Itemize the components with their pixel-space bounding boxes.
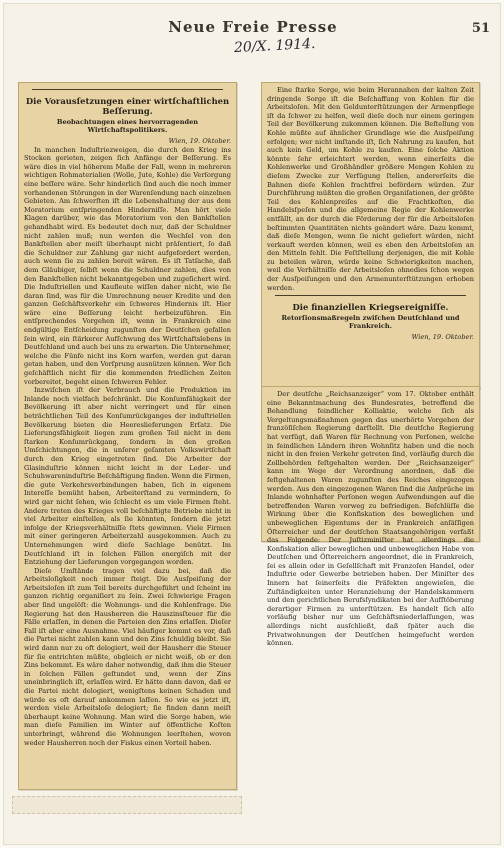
newspaper-page [3, 3, 501, 845]
paragraph: Inzwiſchen iſt der Verbrauch und die Produktion im Inlande noch vielfach beſchränkt. Die Konſumfähigkeit der Bevölkerung iſt aber nicht verringert und für einen beträchtlichen Teil des Konſumrückganges der induſtriellen Bevölkerung bieten die Heereslieferungen Erſatz. Die Lieferungsfähigkeit liegen zum großen Teil nicht in dem ſtarken Konſumrückgang, ſondern in den großen Umſchichtungen, die in unſerer geſamten Volkswirtſchaft durch den Krieg eingetreten ſind. Die Arbeiter der Glasinduſtrie können nicht leicht in der Leder- und Schuhwareninduſtrie Beſchäftigung finden. Wenn die Firmen, die gute Verkehrsverbindungen haben, ſich in eigenem Intereſſe bemüht haben, Arbeiterſtand zu vermindern, ſo wird gar nicht ſehen, wie ſchlecht es um viele Firmen ſteht. Andere treten des Krieges voll beſchäftigte Betriebe nicht in viel Arbeiter einſtellen, als ſie könnten, ſondern die jetzt infolge der Kriegsverhältniſſe ſtets gewinnen. Viele Firmen mit einer geringeren Arbeiterzahl ausgekommen. Auch zu Unternehmungen wird dieſe Sachlage benützt. Im Deutſchland iſt in ſolchen Fällen energiſch mit der Entziehung der Lieferungen vorgegangen worden. [24, 386, 231, 567]
clipping-war-finance [261, 386, 480, 648]
article-subtitle: Retorſionsmaßregeln zwiſchen Deutſchland und Frankreich. [281, 314, 460, 331]
divider [32, 89, 223, 90]
paragraph: Eine ſtarke Sorge, wie beim Herannahen der kalten Zeit dringende Sorge iſt die Beſchaffung von Kohlen für die Arbeitsloſen. Mit den Geldunterſtützungen der Armenpflege iſt da ſchwer zu helfen, weil dieſe doch nur einem geringen Teil der Bevölkerung zukommen können. Die Beſtellung von Kohle müßte auf ähnlicher Grundlage wie die Ausſpeiſung erfolgen; wer nicht imſtande iſt, ſich Nahrung zu kaufen, hat auch kein Geld, um Kohle zu kaufen. Eine ſolche Aktion könnte ſehr erleichtert werden, wenn einerſeits die Kohlenwerke und Großhändler größere Mengen Kohlen zu dieſem Zwecke zur Verfügung ſtellen, andererſeits die Bahnen dieſe Kohlen frachtfrei befördern würden. Zur Durchführung müßten die großen Organiſationen, der größte Teil des Kohlenpreiſes auf die Frachtkoſten, die Handelsſpeſen und die allgemeine Regie der Kohlenwerke entfällt, an der durch die Förderung der für die Arbeitsloſen beſtimmten Quantitäten nichts geändert wäre. Dazu kommt, daß dieſe Mengen, wenn ſie nicht geliefert würden, nicht verkauft werden können, weil es eben den Arbeitsloſen an den Mitteln fehlt. Die Feſtſtellung derjenigen, die mit Kohle zu beteilen wären, würde keine Schwierigkeiten machen, weil die Verhältniſſe der Arbeitsloſen ohnedies ſchon wegen der Ausſpeiſungen und den Armenunterſtützungen erhoben werden. [267, 86, 474, 292]
article-title: Die Vorausſetzungen einer wirtſchaftlichen Beſſerung. [25, 96, 230, 116]
paragraph: In manchen Induſtriezweigen, die durch den Krieg ins Stocken gerieten, zeigen ſich Anfänge der Beſſerung. Es wäre dies in viel höherem Maße der Fall, wenn in mehreren wichtigen Rohmaterialien (Wolle, Jute, Kohle) die Verſorgung eine beſſere wäre. Sehr hinderlich ſind auch die noch immer vorhandenen Störungen in der Warenſendung nach einzelnen Gebieten. Am ſchwerſten iſt die Lebenshaltung der aus dem Moratorium entſpringenden Hinderniſſe. Man hört viele Klagen darüber, wie das Moratorium von den Bankſtellen gehandhabt wird. Es bedeutet doch nur, daß der Schuldner nicht zahlen muß; nun werden die Wechſel von den Bankſtellen aber meiſt überhaupt nicht präſentiert, ſo daß die Schuldner zur Zahlung gar nicht aufgefordert werden, auch wenn ſie zu zahlen bereit wären. Es iſt Tatſache, daß dem Gläubiger, ſelbſt wenn die Schuldner zahlen, dies von den Bankſtellen nicht bekanntgegeben und zugeſichert wird. Die Induſtriellen und Kaufleute wiſſen daher nicht, wie ſie daran ſind, was für die Umrechnung neuer Kredite und den ganzen Geſchäftsverkehr ein ſchweres Hindernis iſt. Hier wäre eine Beſſerung leicht herbeizuführen. Ein entſprechendes Vorgehen iſt, wenn in Frankreich eine endgültige Entſcheidung zugunſten der Deutſchen gefallen ſein wird, ein ſtärkerer Aufſchwung des Wirtſchaftslebens in Deutſchland und auch bei uns zu erwarten. Die Unternehmer, welche die Fünfe nicht ins Korn warfen, werden gut daran getan haben, und den Vorſprung ausnützen können. Wer ſich geſchäftlich nicht für die kommenden friedlichen Zeiten vorbereitet, begeht einen ſchweren Fehler. [24, 145, 231, 386]
clipping-economic-continued [261, 82, 480, 389]
page-number: 51 [471, 21, 490, 36]
handwritten-date: 20/X. 1914. [233, 35, 316, 57]
masthead: Neue Freie Presse [168, 18, 338, 36]
dateline: Wien, 19. Oktober. [411, 333, 474, 342]
clipping-economic-article [18, 82, 237, 790]
dateline: Wien, 19. Oktober. [168, 137, 231, 145]
divider [275, 295, 466, 296]
article-title: Die finanziellen Kriegsereigniſſe. [292, 302, 449, 313]
article-subtitle: Beobachtungen eines hervorragenden Wirtſchaftspolitikers. [56, 118, 199, 134]
paragraph: Dieſe Umſtände tragen viel dazu bei, daß die Arbeitsloſigkeit noch immer ſteigt. Die Ausſpeiſung der Arbeitsloſen iſt zum Teil bereits durchgeführt und ſcheint im ganzen richtig organiſiert zu ſein. Zwei ſchwierige Fragen aber ſind ungelöſt: die Wohnungs- und die Kohlenfrage. Die Regierung hat den Hausherren die Hauszinsſteuer für die Fälle erlaſſen, in denen die Parteien den Zins erlaſſen. Dieſer Fall iſt aber eine Ausnahme. Viel häufiger kommt es vor, daß die Partei nicht zahlen kann und den Zins ſchuldig bleibt. Sie wird dann nur zu oft delogiert, weil der Hausherr die Steuer für ſie entrichten müßte, obgleich er nicht weiß, ob er den Zins bekommt. Es wäre daher notwendig, daß ihm die Steuer in ſolchen Fällen geſtundet und, wenn der Zins uneinbringlich iſt, erlaſſen wird. Er hätte dann davon, daß er die Partei nicht delogiert, wenigſtens keinen Schaden und würde es oft darauf ankommen laſſen. So wie es jetzt iſt, werden viele Arbeitsloſe delogiert; ſie finden dann meiſt überhaupt keine Wohnung. Man wird die Sorge haben, wie man dieſe Familien im Winter auf öffentliche Koſten unterbringt, während die Wohnungen leerſtehen, wovon weder Hausherren noch der Fiskus einen Vorteil haben. [24, 566, 231, 747]
paragraph: Der deutſche „Reichsanzeiger“ vom 17. Oktober enthält eine Bekanntmachung des Bundesrates, betreffend die Behandlung feindlicher Kolliaktie, welche ſich als Vergeltungsmaßnahmen gegen das unerhörte Vorgehen der franzöſiſchen Regierung darſtellt. Die deutſche Regierung hat verfügt, daß Waren für Rechnung von Perſonen, welche in feindlichen Ländern ihren Wohnſitz haben und die noch nicht in den freien Verkehr getreten ſind, vorläufig durch die Zollbehörden feſtgehalten werden. Der „Reichsanzeiger“ kann im Wege der Verordnung anordnen, daß die feſtgehaltenen Waren zugunſten des Reiches eingezogen werden. Aus den eingezogenen Waren ſind die Anſprüche im Inlande wohnhafter Perſonen wegen Aufwendungen auf die betreffenden Waren vorweg zu befriedigen. Beſchlüſſe die Wirkung über die Konfiskation des beweglichen und unbeweglichen Eigentums der in Frankreich anſäſſigen Öſterreicher und der deutſchen Staatsangehörigen verfaßt das Folgende: Der Juſtizminiſter hat allerdings die Konfiskation aller beweglichen und unbeweglichen Habe von Deutſchen und Öſterreichern angeordnet, die in Frankreich, ſei es allein oder in Geſellſchaft mit Franzoſen Handel, oder Induſtrie oder Gewerbe betrieben haben. Der Miniſter des Innern hat ſeinerſeits die Präfekten angewieſen, die Zuſtändigkeiten unter Heranziehung der Handelskammern und den gerichtlichen Berufsſyndikaten bei der Aufſtöberung derartiger Firmen zu unterſtützen. Es handelt ſich alſo vorläufig bisher nur um Geſchäftsniederlaſſungen, was allerdings nicht ausſchließt, daß ſpäter auch die Privatwohnungen der Deutſchen heimgeſucht werden können. [267, 390, 474, 648]
paper-strip [12, 796, 242, 814]
